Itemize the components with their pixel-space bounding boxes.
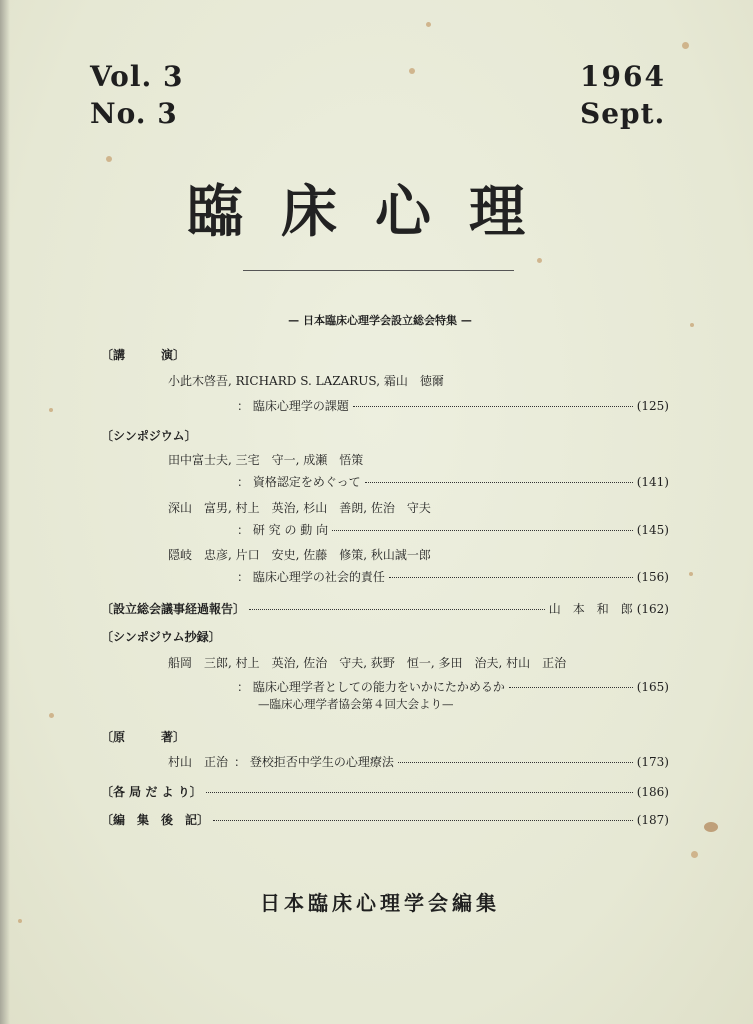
toc-entry-symposium-excerpt: [237, 678, 669, 695]
toc-entry-symposium-1: [237, 473, 669, 490]
original-author: 村山 正治: [168, 755, 229, 769]
foxing-spot: [690, 323, 694, 327]
section-heading-symposium-excerpt: 〔シンポジウム抄録〕: [101, 630, 221, 644]
section-heading-editorial: 〔編 集 後 記〕: [101, 813, 210, 827]
year-label: 1964: [580, 60, 666, 93]
original-title: ： 登校拒否中学生の心理療法: [234, 755, 394, 769]
symposium-excerpt-title: ： 臨床心理学者としての能力をいかにたかめるか: [237, 680, 505, 694]
section-heading-report: 〔設立総会議事経過報告〕: [101, 602, 246, 616]
foxing-spot: [18, 919, 22, 923]
report-page: (162): [636, 602, 669, 616]
symposium-2-page: (145): [636, 523, 669, 537]
special-issue-caption: — 日本臨床心理学会設立総会特集 —: [288, 314, 472, 327]
symposium-excerpt-authors: 船岡 三郎, 村上 英治, 佐治 守夫, 荻野 恒一, 多田 治夫, 村山 正治: [168, 656, 567, 670]
section-heading-news: 〔各 局 だ よ り〕: [101, 785, 202, 799]
leader-dots: [249, 609, 545, 610]
symposium-1-page: (141): [636, 475, 669, 489]
volume-label: Vol. 3: [90, 60, 184, 93]
symposium-3-authors: 隠岐 忠彦, 片口 安史, 佐藤 修策, 秋山誠一郎: [168, 548, 431, 562]
issue-number-label: No. 3: [90, 97, 178, 130]
foxing-spot: [689, 572, 693, 576]
section-heading-original: 〔原 著〕: [101, 730, 186, 744]
leader-dots: [509, 687, 633, 688]
leader-dots: [332, 530, 633, 531]
toc-entry-symposium-2: [237, 521, 669, 538]
month-label: Sept.: [580, 97, 666, 130]
leader-dots: [353, 406, 633, 407]
toc-entry-news: [101, 783, 669, 800]
leader-dots: [389, 577, 633, 578]
section-heading-lecture: 〔講 演〕: [101, 348, 186, 362]
section-heading-symposium: 〔シンポジウム〕: [101, 429, 197, 443]
symposium-excerpt-subtitle: —臨床心理学者協会第４回大会より—: [258, 697, 454, 711]
foxing-spot: [409, 68, 415, 74]
leader-dots: [206, 792, 633, 793]
news-page: (186): [636, 785, 669, 799]
lecture-page: (125): [636, 399, 669, 413]
foxing-spot: [537, 258, 542, 263]
leader-dots: [398, 762, 633, 763]
journal-title: 臨床心理: [187, 180, 563, 245]
leader-dots: [365, 482, 633, 483]
editorial-page: (187): [636, 813, 669, 827]
report-author: 山 本 和 郎: [548, 602, 633, 616]
title-divider: [243, 270, 514, 271]
toc-entry-editorial: [101, 811, 669, 828]
symposium-1-authors: 田中富士夫, 三宅 守一, 成瀬 悟策: [168, 453, 364, 467]
leader-dots: [213, 820, 633, 821]
toc-entry-symposium-3: [237, 568, 669, 585]
foxing-spot: [426, 22, 431, 27]
foxing-spot: [682, 42, 689, 49]
toc-entry-report: [101, 600, 669, 617]
foxing-spot: [106, 156, 112, 162]
symposium-3-title: ： 臨床心理学の社会的責任: [237, 570, 385, 584]
foxing-spot: [691, 851, 698, 858]
toc-entry-original: [168, 753, 669, 770]
symposium-excerpt-page: (165): [636, 680, 669, 694]
publisher-credit: 日本臨床心理学会編集: [260, 891, 500, 915]
symposium-2-authors: 深山 富男, 村上 英治, 杉山 善朗, 佐治 守夫: [168, 501, 431, 515]
toc-entry-lecture: [237, 397, 669, 414]
original-page: (173): [636, 755, 669, 769]
symposium-3-page: (156): [636, 570, 669, 584]
lecture-authors: 小此木啓吾, RICHARD S. LAZARUS, 霜山 徳爾: [168, 374, 444, 388]
foxing-spot: [49, 408, 53, 412]
page-edge-shadow: [0, 0, 10, 1024]
symposium-2-title: ： 研 究 の 動 向: [237, 523, 329, 537]
symposium-1-title: ： 資格認定をめぐって: [237, 475, 361, 489]
foxing-spot: [704, 822, 718, 832]
foxing-spot: [49, 713, 54, 718]
lecture-title: ： 臨床心理学の課題: [237, 399, 349, 413]
